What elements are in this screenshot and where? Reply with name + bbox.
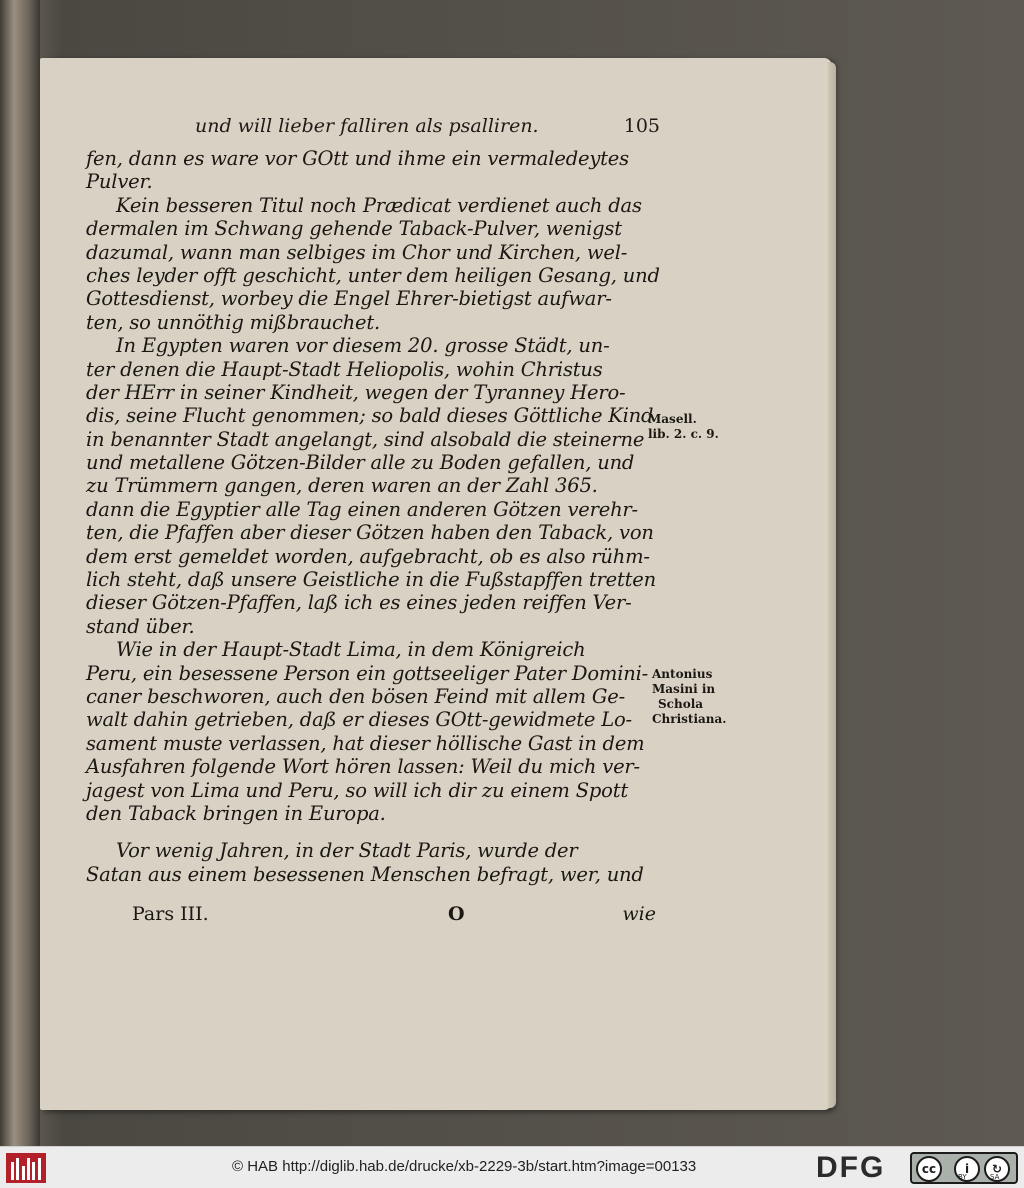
text-line: Wie in der Haupt-Stadt Lima, in dem Königreich (116, 638, 586, 662)
cc-by-sa-icon[interactable] (910, 1152, 1018, 1184)
text-line: ten, so unnöthig mißbrauchet. (86, 310, 381, 334)
text-line: dazumal, wann man selbiges im Chor und Kirchen, wel- (86, 240, 628, 264)
body-text (86, 147, 660, 886)
text-line: ten, die Pfaffen aber dieser Götzen haben den Taback, von (86, 521, 654, 545)
page-number: 105 (623, 115, 660, 137)
text-line: sament muste verlassen, hat dieser höllische Gast in dem (86, 731, 645, 755)
margin-note-line: Christiana. (652, 712, 727, 726)
text-line: und metallene Götzen-Bilder alle zu Boden gefallen, und (86, 451, 635, 475)
text-line: den Taback bringen in Europa. (86, 801, 386, 825)
text-line: dis, seine Flucht genommen; so bald dieses Göttliche Kind (86, 404, 654, 428)
text-line: zu Trümmern gangen, deren waren an der Zahl 365. (86, 474, 598, 498)
text-line: dann die Egyptier alle Tag einen anderen Götzen verehr- (86, 497, 638, 521)
text-line: Ausfahren folgende Wort hören lassen: Weil du mich ver- (86, 755, 640, 779)
text-line: jagest von Lima und Peru, so will ich dir zu einem Spott (86, 778, 628, 802)
text-line: Pulver. (86, 170, 153, 194)
text-line: Peru, ein besessene Person ein gottseeliger Pater Domini- (86, 661, 649, 685)
text-line: Kein besseren Titul noch Prædicat verdienet auch das (116, 193, 642, 217)
margin-note-masell (648, 412, 719, 442)
sheet-mark: O (448, 903, 465, 925)
share-alike-icon: ↻ (984, 1156, 1010, 1182)
text-line: ches leyder offt geschicht, unter dem heiligen Gesang, und (86, 263, 660, 287)
text-line: caner beschworen, auch den bösen Feind mit allem Ge- (86, 684, 625, 708)
previous-page-edge (0, 0, 40, 1146)
margin-note-antonius (652, 667, 726, 727)
running-head: und will lieber falliren als psalliren. (195, 115, 539, 137)
catchword: wie (622, 903, 656, 925)
page-header (100, 115, 660, 145)
page-footer (86, 903, 656, 927)
paragraph-gap (86, 825, 656, 839)
text-line: stand über. (86, 614, 195, 638)
margin-note-line: Schola (658, 697, 704, 711)
dfg-logo[interactable]: DFG (816, 1151, 886, 1184)
margin-note-line: Masell. (648, 412, 697, 426)
margin-note-line: Antonius (652, 667, 713, 681)
text-line: lich steht, daß unsere Geistliche in die Fußstapffen tretten (86, 568, 656, 592)
text-line: dem erst gemeldet worden, aufgebracht, ob es also rühm- (86, 544, 650, 568)
text-line: Vor wenig Jahren, in der Stadt Paris, wurde der (116, 839, 578, 863)
page-edge (828, 62, 836, 1108)
text-line: in benannter Stadt angelangt, sind alsobald die steinerne (86, 427, 645, 451)
text-line: dermalen im Schwang gehende Taback-Pulver, wenigst (86, 217, 622, 241)
cc-icon: cc (916, 1156, 942, 1182)
text-line: In Egypten waren vor diesem 20. grosse Städt, un- (116, 334, 610, 358)
margin-note-line: Masini in (652, 682, 716, 696)
text-line: walt dahin getrieben, daß er dieses GOtt-gewidmete Lo- (86, 708, 632, 732)
copyright-link[interactable]: © HAB http://diglib.hab.de/drucke/xb-2229-3b/start.htm?image=00133 (232, 1158, 697, 1175)
text-line: der HErr in seiner Kindheit, wegen der Tyranney Hero- (86, 380, 626, 404)
text-line: dieser Götzen-Pfaffen, laß ich es eines jeden reiffen Ver- (86, 591, 632, 615)
viewer-footer (0, 1146, 1024, 1188)
attribution-icon: i (954, 1156, 980, 1182)
margin-note-line: lib. 2. c. 9. (648, 427, 719, 441)
text-line: Satan aus einem besessenen Menschen befragt, wer, und (86, 862, 644, 886)
text-line: ter denen die Haupt-Stadt Heliopolis, wohin Christus (86, 357, 603, 381)
signature: Pars III. (132, 903, 209, 925)
text-line: fen, dann es ware vor GOtt und ihme ein vermaledeytes (86, 147, 629, 170)
text-line: Gottesdienst, worbey die Engel Ehrer-bietigst aufwar- (86, 287, 612, 311)
by-label: BY (958, 1173, 967, 1181)
sa-label: SA (990, 1173, 1000, 1181)
hab-logo-icon[interactable] (6, 1153, 46, 1183)
